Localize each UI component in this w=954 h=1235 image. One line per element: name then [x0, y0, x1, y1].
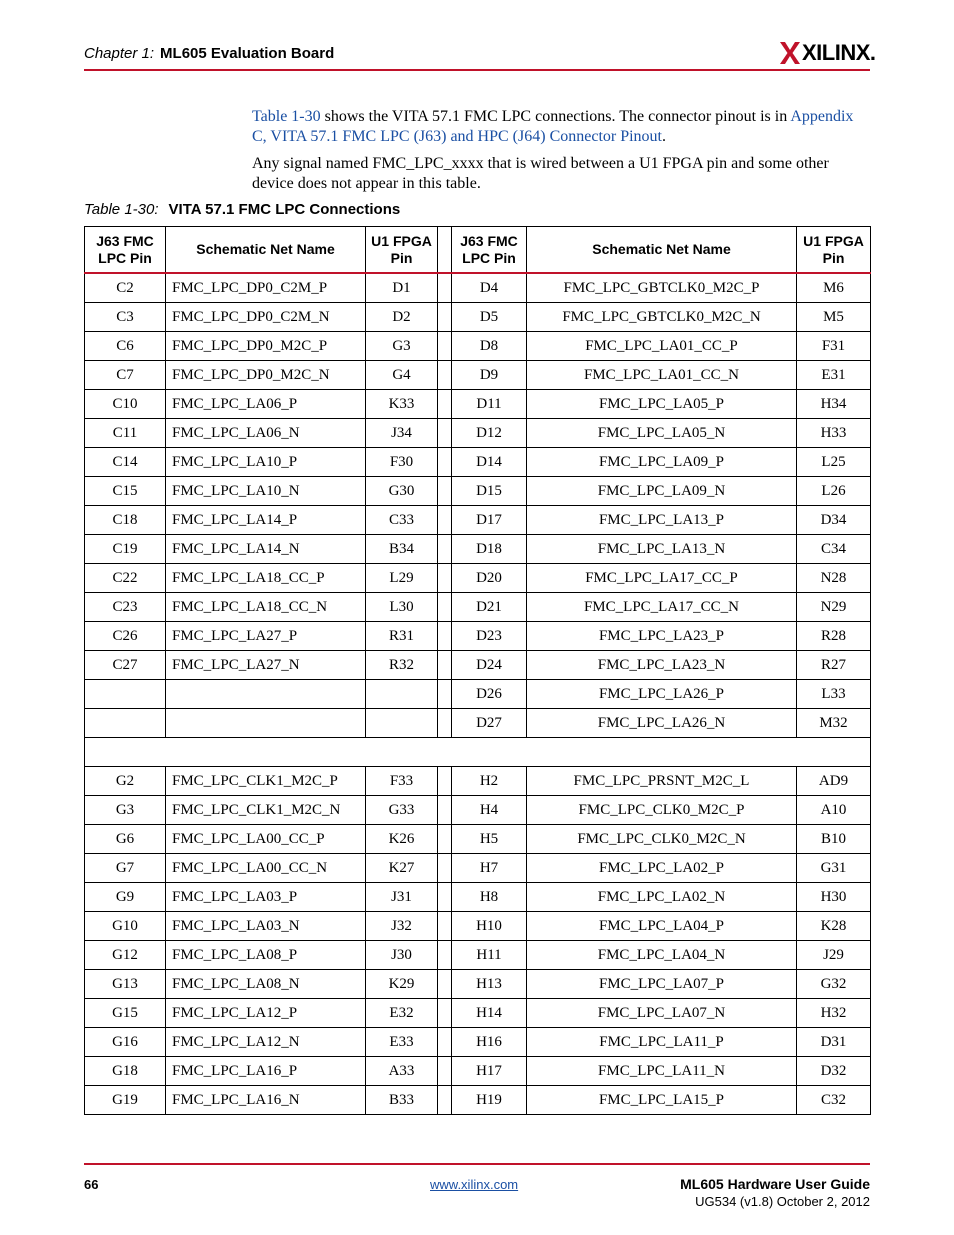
spacer-cell	[438, 767, 452, 796]
j63-pin-cell: D17	[452, 506, 527, 535]
header-spacer	[438, 227, 452, 274]
header-fpga-pin-left: U1 FPGA Pin	[366, 227, 438, 274]
j63-pin-cell: H10	[452, 912, 527, 941]
spacer-cell	[438, 361, 452, 390]
table-row	[85, 593, 871, 622]
fpga-pin-cell: D1	[366, 273, 438, 303]
fpga-pin-cell: L25	[797, 448, 871, 477]
fpga-pin-cell: B10	[797, 825, 871, 854]
fpga-pin-cell: G30	[366, 477, 438, 506]
table-header-row	[85, 227, 871, 274]
website-link[interactable]: www.xilinx.com	[430, 1177, 519, 1192]
j63-pin-cell: D24	[452, 651, 527, 680]
fpga-pin-cell: R28	[797, 622, 871, 651]
spacer-cell	[438, 593, 452, 622]
j63-pin-cell: H2	[452, 767, 527, 796]
header-net-name-left: Schematic Net Name	[166, 227, 366, 274]
fpga-pin-cell: N28	[797, 564, 871, 593]
fpga-pin-cell: N29	[797, 593, 871, 622]
j63-pin-cell: G7	[85, 854, 166, 883]
fpga-pin-cell: F31	[797, 332, 871, 361]
net-name-cell: FMC_LPC_LA07_N	[527, 999, 797, 1028]
net-name-cell: FMC_LPC_CLK0_M2C_N	[527, 825, 797, 854]
j63-pin-cell: G6	[85, 825, 166, 854]
fpga-pin-cell: A10	[797, 796, 871, 825]
fpga-pin-cell: K33	[366, 390, 438, 419]
fpga-pin-cell: F30	[366, 448, 438, 477]
spacer-cell	[438, 477, 452, 506]
net-name-cell: FMC_LPC_LA27_N	[166, 651, 366, 680]
table-row	[85, 680, 871, 709]
j63-pin-cell: H17	[452, 1057, 527, 1086]
table-row	[85, 506, 871, 535]
net-name-cell: FMC_LPC_LA09_P	[527, 448, 797, 477]
chapter-title: ML605 Evaluation Board	[160, 45, 335, 62]
table-caption-title: VITA 57.1 FMC LPC Connections	[168, 201, 401, 218]
net-name-cell: FMC_LPC_LA02_N	[527, 883, 797, 912]
net-name-cell: FMC_LPC_LA00_CC_P	[166, 825, 366, 854]
net-name-cell: FMC_LPC_GBTCLK0_M2C_P	[527, 273, 797, 303]
fpga-pin-cell: B33	[366, 1086, 438, 1115]
j63-pin-cell: C3	[85, 303, 166, 332]
fpga-pin-cell: G31	[797, 854, 871, 883]
table-row	[85, 622, 871, 651]
fpga-pin-cell: R31	[366, 622, 438, 651]
j63-pin-cell: C11	[85, 419, 166, 448]
net-name-cell: FMC_LPC_LA05_P	[527, 390, 797, 419]
net-name-cell: FMC_LPC_LA05_N	[527, 419, 797, 448]
j63-pin-cell: D21	[452, 593, 527, 622]
fmc-lpc-connections-table	[84, 226, 871, 1115]
j63-pin-cell: D20	[452, 564, 527, 593]
j63-pin-cell: D8	[452, 332, 527, 361]
table-row	[85, 273, 871, 303]
table-caption	[84, 201, 400, 218]
j63-pin-cell: G16	[85, 1028, 166, 1057]
j63-pin-cell: D27	[452, 709, 527, 738]
j63-pin-cell	[85, 709, 166, 738]
net-name-cell	[166, 709, 366, 738]
fpga-pin-cell: B34	[366, 535, 438, 564]
j63-pin-cell: H16	[452, 1028, 527, 1057]
header-net-name-right: Schematic Net Name	[527, 227, 797, 274]
spacer-cell	[438, 651, 452, 680]
table-row	[85, 970, 871, 999]
fpga-pin-cell: D31	[797, 1028, 871, 1057]
table-row	[85, 825, 871, 854]
fpga-pin-cell: F33	[366, 767, 438, 796]
net-name-cell: FMC_LPC_DP0_M2C_N	[166, 361, 366, 390]
net-name-cell: FMC_LPC_LA03_N	[166, 912, 366, 941]
net-name-cell: FMC_LPC_CLK1_M2C_N	[166, 796, 366, 825]
j63-pin-cell: C6	[85, 332, 166, 361]
net-name-cell: FMC_LPC_LA09_N	[527, 477, 797, 506]
fpga-pin-cell: H34	[797, 390, 871, 419]
fpga-pin-cell: M5	[797, 303, 871, 332]
table-row	[85, 709, 871, 738]
fpga-pin-cell: J32	[366, 912, 438, 941]
net-name-cell: FMC_LPC_LA10_N	[166, 477, 366, 506]
fpga-pin-cell	[366, 680, 438, 709]
table-row	[85, 477, 871, 506]
net-name-cell: FMC_LPC_LA01_CC_N	[527, 361, 797, 390]
net-name-cell: FMC_LPC_LA16_N	[166, 1086, 366, 1115]
spacer-cell	[438, 535, 452, 564]
j63-pin-cell: G10	[85, 912, 166, 941]
xilinx-x-icon	[780, 42, 800, 64]
table-row	[85, 1057, 871, 1086]
chapter-label: Chapter 1:	[84, 45, 155, 62]
net-name-cell: FMC_LPC_LA17_CC_P	[527, 564, 797, 593]
fpga-pin-cell: K29	[366, 970, 438, 999]
j63-pin-cell: C10	[85, 390, 166, 419]
fpga-pin-cell: C32	[797, 1086, 871, 1115]
spacer-cell	[438, 506, 452, 535]
fpga-pin-cell: L29	[366, 564, 438, 593]
table-row	[85, 419, 871, 448]
spacer-cell	[438, 912, 452, 941]
net-name-cell: FMC_LPC_LA12_P	[166, 999, 366, 1028]
spacer-cell	[438, 1057, 452, 1086]
table-row	[85, 1086, 871, 1115]
j63-pin-cell: C2	[85, 273, 166, 303]
spacer-cell	[438, 564, 452, 593]
j63-pin-cell: G2	[85, 767, 166, 796]
fpga-pin-cell: E31	[797, 361, 871, 390]
spacer-cell	[438, 709, 452, 738]
j63-pin-cell: D14	[452, 448, 527, 477]
j63-pin-cell: C15	[85, 477, 166, 506]
net-name-cell: FMC_LPC_DP0_C2M_N	[166, 303, 366, 332]
j63-pin-cell	[85, 680, 166, 709]
table-separator-row	[85, 738, 871, 767]
net-name-cell: FMC_LPC_LA17_CC_N	[527, 593, 797, 622]
fpga-pin-cell: C33	[366, 506, 438, 535]
logo-text: XILINX.	[802, 40, 876, 65]
intro-paragraph-2: Any signal named FMC_LPC_xxxx that is wired between a U1 FPGA pin and some other device does not appear in this table.	[252, 155, 829, 192]
net-name-cell: FMC_LPC_LA06_P	[166, 390, 366, 419]
page-number: 66	[84, 1177, 99, 1192]
spacer-cell	[438, 999, 452, 1028]
j63-pin-cell: D9	[452, 361, 527, 390]
fpga-pin-cell: J31	[366, 883, 438, 912]
table-row	[85, 651, 871, 680]
table-row	[85, 303, 871, 332]
header-fpga-pin-right: U1 FPGA Pin	[797, 227, 871, 274]
net-name-cell: FMC_LPC_GBTCLK0_M2C_N	[527, 303, 797, 332]
net-name-cell: FMC_LPC_LA00_CC_N	[166, 854, 366, 883]
table-reference-link[interactable]: Table 1-30	[252, 108, 321, 125]
fpga-pin-cell: K27	[366, 854, 438, 883]
net-name-cell: FMC_LPC_LA01_CC_P	[527, 332, 797, 361]
spacer-cell	[438, 622, 452, 651]
fpga-pin-cell: M6	[797, 273, 871, 303]
net-name-cell: FMC_LPC_LA03_P	[166, 883, 366, 912]
fpga-pin-cell: J30	[366, 941, 438, 970]
fpga-pin-cell: AD9	[797, 767, 871, 796]
fpga-pin-cell: K26	[366, 825, 438, 854]
table-row	[85, 999, 871, 1028]
guide-version: UG534 (v1.8) October 2, 2012	[695, 1194, 870, 1209]
table-row	[85, 941, 871, 970]
net-name-cell: FMC_LPC_LA06_N	[166, 419, 366, 448]
j63-pin-cell: G18	[85, 1057, 166, 1086]
intro-text-2: .	[662, 128, 666, 145]
fpga-pin-cell: K28	[797, 912, 871, 941]
j63-pin-cell: D11	[452, 390, 527, 419]
j63-pin-cell: H19	[452, 1086, 527, 1115]
net-name-cell: FMC_LPC_LA02_P	[527, 854, 797, 883]
j63-pin-cell: D15	[452, 477, 527, 506]
fpga-pin-cell: A33	[366, 1057, 438, 1086]
intro-text-1: shows the VITA 57.1 FMC LPC connections. The connector pinout is in	[320, 108, 791, 125]
fpga-pin-cell: D34	[797, 506, 871, 535]
spacer-cell	[438, 883, 452, 912]
j63-pin-cell: C14	[85, 448, 166, 477]
fpga-pin-cell: L30	[366, 593, 438, 622]
j63-pin-cell: D26	[452, 680, 527, 709]
net-name-cell: FMC_LPC_LA26_N	[527, 709, 797, 738]
j63-pin-cell: C26	[85, 622, 166, 651]
fpga-pin-cell: R32	[366, 651, 438, 680]
j63-pin-cell: G12	[85, 941, 166, 970]
table-row	[85, 332, 871, 361]
net-name-cell: FMC_LPC_LA08_P	[166, 941, 366, 970]
net-name-cell: FMC_LPC_LA12_N	[166, 1028, 366, 1057]
fpga-pin-cell: H30	[797, 883, 871, 912]
spacer-cell	[438, 1086, 452, 1115]
j63-pin-cell: C7	[85, 361, 166, 390]
table-row	[85, 854, 871, 883]
fpga-pin-cell: G3	[366, 332, 438, 361]
spacer-cell	[438, 448, 452, 477]
table-row	[85, 1028, 871, 1057]
j63-pin-cell: D5	[452, 303, 527, 332]
j63-pin-cell: C27	[85, 651, 166, 680]
header-j63-pin-left: J63 FMC LPC Pin	[85, 227, 166, 274]
net-name-cell: FMC_LPC_LA18_CC_N	[166, 593, 366, 622]
fpga-pin-cell: J34	[366, 419, 438, 448]
j63-pin-cell: G15	[85, 999, 166, 1028]
fpga-pin-cell: G32	[797, 970, 871, 999]
j63-pin-cell: H11	[452, 941, 527, 970]
j63-pin-cell: D4	[452, 273, 527, 303]
j63-pin-cell: D18	[452, 535, 527, 564]
net-name-cell: FMC_LPC_LA18_CC_P	[166, 564, 366, 593]
j63-pin-cell: G9	[85, 883, 166, 912]
net-name-cell: FMC_LPC_LA27_P	[166, 622, 366, 651]
j63-pin-cell: H14	[452, 999, 527, 1028]
table-row	[85, 796, 871, 825]
xilinx-logo	[780, 40, 876, 68]
header-j63-pin-right: J63 FMC LPC Pin	[452, 227, 527, 274]
spacer-cell	[438, 332, 452, 361]
net-name-cell	[166, 680, 366, 709]
fpga-pin-cell: E32	[366, 999, 438, 1028]
j63-pin-cell: D12	[452, 419, 527, 448]
net-name-cell: FMC_LPC_LA08_N	[166, 970, 366, 999]
net-name-cell: FMC_LPC_LA14_N	[166, 535, 366, 564]
spacer-cell	[438, 273, 452, 303]
fpga-pin-cell: H32	[797, 999, 871, 1028]
fpga-pin-cell: G33	[366, 796, 438, 825]
table-row	[85, 564, 871, 593]
net-name-cell: FMC_LPC_DP0_C2M_P	[166, 273, 366, 303]
appendix-link[interactable]: Appendix C, VITA 57.1 FMC LPC (J63) and HPC (J64) Connector Pinout	[252, 108, 854, 145]
j63-pin-cell: H5	[452, 825, 527, 854]
spacer-cell	[438, 941, 452, 970]
j63-pin-cell: C23	[85, 593, 166, 622]
table-row	[85, 535, 871, 564]
net-name-cell: FMC_LPC_LA11_N	[527, 1057, 797, 1086]
spacer-cell	[438, 303, 452, 332]
table-row	[85, 361, 871, 390]
fpga-pin-cell: R27	[797, 651, 871, 680]
separator-cell	[85, 738, 871, 767]
j63-pin-cell: H13	[452, 970, 527, 999]
j63-pin-cell: H4	[452, 796, 527, 825]
header-rule	[84, 69, 870, 71]
net-name-cell: FMC_LPC_LA15_P	[527, 1086, 797, 1115]
j63-pin-cell: D23	[452, 622, 527, 651]
j63-pin-cell: G3	[85, 796, 166, 825]
fpga-pin-cell: D32	[797, 1057, 871, 1086]
net-name-cell: FMC_LPC_LA23_P	[527, 622, 797, 651]
net-name-cell: FMC_LPC_LA13_P	[527, 506, 797, 535]
fpga-pin-cell: G4	[366, 361, 438, 390]
page-header	[84, 45, 334, 62]
net-name-cell: FMC_LPC_LA26_P	[527, 680, 797, 709]
net-name-cell: FMC_LPC_LA07_P	[527, 970, 797, 999]
net-name-cell: FMC_LPC_CLK1_M2C_P	[166, 767, 366, 796]
j63-pin-cell: G13	[85, 970, 166, 999]
net-name-cell: FMC_LPC_LA16_P	[166, 1057, 366, 1086]
j63-pin-cell: C18	[85, 506, 166, 535]
intro-paragraph-1	[252, 107, 872, 147]
fpga-pin-cell: H33	[797, 419, 871, 448]
fpga-pin-cell: L33	[797, 680, 871, 709]
fpga-pin-cell: M32	[797, 709, 871, 738]
spacer-cell	[438, 1028, 452, 1057]
net-name-cell: FMC_LPC_CLK0_M2C_P	[527, 796, 797, 825]
fpga-pin-cell: D2	[366, 303, 438, 332]
table-caption-label: Table 1-30:	[84, 201, 159, 218]
net-name-cell: FMC_LPC_LA11_P	[527, 1028, 797, 1057]
table-row	[85, 448, 871, 477]
spacer-cell	[438, 796, 452, 825]
spacer-cell	[438, 419, 452, 448]
spacer-cell	[438, 390, 452, 419]
fpga-pin-cell: C34	[797, 535, 871, 564]
net-name-cell: FMC_LPC_LA14_P	[166, 506, 366, 535]
table-row	[85, 767, 871, 796]
spacer-cell	[438, 970, 452, 999]
footer-rule	[84, 1163, 870, 1165]
net-name-cell: FMC_LPC_LA04_N	[527, 941, 797, 970]
fpga-pin-cell	[366, 709, 438, 738]
table-row	[85, 912, 871, 941]
fpga-pin-cell: E33	[366, 1028, 438, 1057]
spacer-cell	[438, 825, 452, 854]
j63-pin-cell: H8	[452, 883, 527, 912]
fpga-pin-cell: L26	[797, 477, 871, 506]
spacer-cell	[438, 680, 452, 709]
net-name-cell: FMC_LPC_LA10_P	[166, 448, 366, 477]
net-name-cell: FMC_LPC_PRSNT_M2C_L	[527, 767, 797, 796]
net-name-cell: FMC_LPC_LA04_P	[527, 912, 797, 941]
j63-pin-cell: C22	[85, 564, 166, 593]
net-name-cell: FMC_LPC_DP0_M2C_P	[166, 332, 366, 361]
guide-title: ML605 Hardware User Guide	[680, 1176, 870, 1192]
j63-pin-cell: H7	[452, 854, 527, 883]
net-name-cell: FMC_LPC_LA23_N	[527, 651, 797, 680]
fpga-pin-cell: J29	[797, 941, 871, 970]
guide-info	[680, 1176, 870, 1209]
j63-pin-cell: G19	[85, 1086, 166, 1115]
spacer-cell	[438, 854, 452, 883]
net-name-cell: FMC_LPC_LA13_N	[527, 535, 797, 564]
table-row	[85, 390, 871, 419]
table-row	[85, 883, 871, 912]
j63-pin-cell: C19	[85, 535, 166, 564]
